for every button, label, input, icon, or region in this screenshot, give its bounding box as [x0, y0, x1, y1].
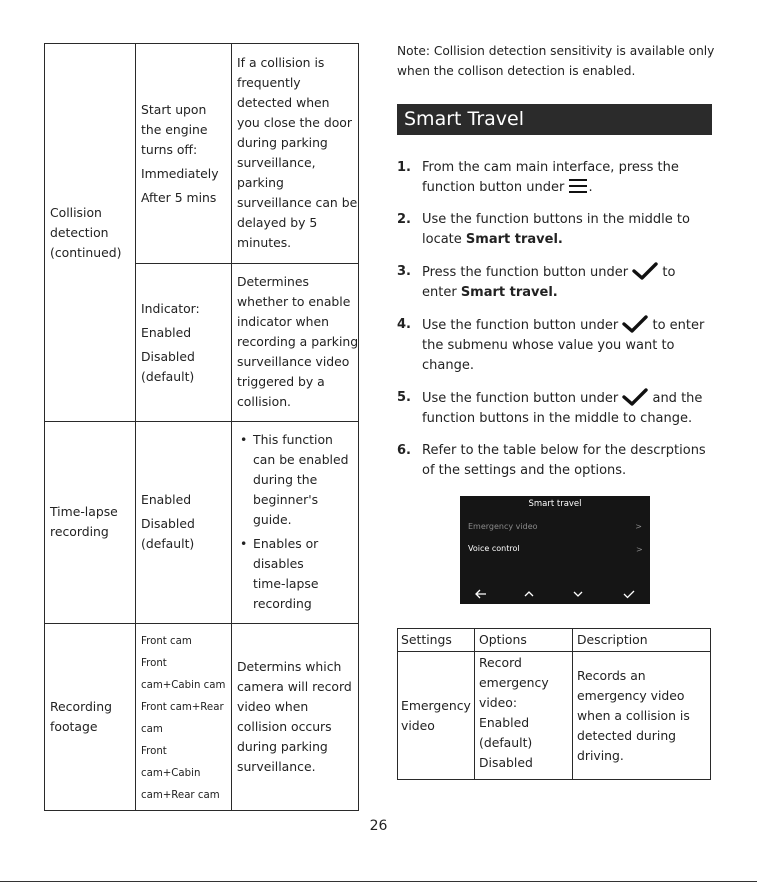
- section-header: [397, 104, 712, 135]
- settings-table-right: [397, 628, 711, 780]
- options-emergency-video: Record emergency video: Enabled (default) Disabled: [479, 655, 549, 770]
- bullet-item: • Enables or disables time-lapse recording: [237, 534, 359, 614]
- options-indicator: Indicator: Enabled Disabled (default): [141, 301, 200, 384]
- description-emergency-video: Records an emergency video when a collision is detected during driving.: [577, 668, 690, 763]
- setting-time-lapse-recording: Time-lapse recording: [50, 504, 118, 539]
- menu-item-emergency-video[interactable]: Emergency video >: [468, 522, 642, 531]
- description-recording-footage: Determins which camera will record video when collision occurs during parking surveillance.: [237, 659, 352, 774]
- note-text: Note: Collision detection sensitivity is available only when the collison detection is enabled.: [397, 44, 715, 78]
- options-start-upon-engine-off: Start upon the engine turns off: Immediately After 5 mins: [141, 102, 219, 205]
- page-number: 26: [369, 818, 388, 834]
- setting-recording-footage: Recording footage: [50, 699, 112, 734]
- chevron-right-icon: >: [635, 522, 642, 531]
- options-recording-footage: Front cam Front cam+Cabin cam Front cam+Rear cam Front cam+Cabin cam+Rear cam: [141, 636, 226, 801]
- chevron-right-icon: >: [636, 545, 643, 554]
- setting-collision-detection: Collision detection (continued): [50, 205, 122, 260]
- check-icon[interactable]: [619, 587, 639, 601]
- settings-table-left: [44, 43, 359, 811]
- check-icon: [622, 315, 648, 333]
- screen-title: Smart travel: [528, 499, 582, 509]
- header-description: Description: [577, 632, 648, 647]
- check-icon: [622, 388, 648, 406]
- setting-emergency-video: Emergency video: [401, 698, 471, 733]
- section-title: Smart Travel: [404, 108, 524, 130]
- description-time-lapse: [237, 430, 359, 614]
- header-options: Options: [479, 632, 527, 647]
- header-settings: Settings: [401, 632, 452, 647]
- menu-icon: [568, 179, 588, 193]
- smart-travel-screen: [460, 496, 650, 604]
- footer-divider: [0, 881, 757, 882]
- bullet-item: • This function can be enabled during the beginner's guide.: [237, 430, 359, 530]
- description-collision-delay: If a collision is frequently detected when you close the door during parking surveillance, parking surveillance can be delayed by 5 minutes.: [237, 55, 358, 250]
- options-time-lapse: Enabled Disabled (default): [141, 492, 195, 551]
- back-arrow-icon[interactable]: [471, 587, 491, 601]
- description-indicator: Determines whether to enable indicator when recording a parking surveillance video triggered by a collision.: [237, 274, 359, 409]
- up-chevron-icon[interactable]: [519, 587, 539, 601]
- down-chevron-icon[interactable]: [568, 587, 588, 601]
- check-icon: [632, 262, 658, 280]
- menu-item-voice-control[interactable]: Voice control: [468, 544, 520, 551]
